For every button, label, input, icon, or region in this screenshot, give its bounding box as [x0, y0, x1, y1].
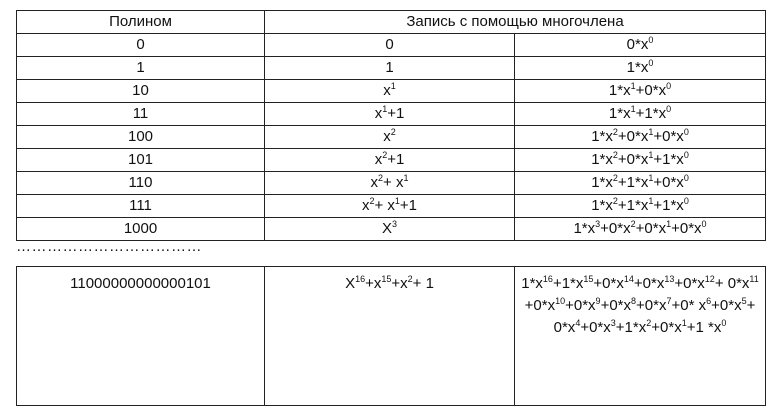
table-row — [17, 34, 766, 57]
binary-cell: 110 — [17, 172, 265, 195]
binary-cell: 1000 — [17, 218, 265, 241]
table-row — [17, 172, 766, 195]
example-table — [16, 266, 766, 406]
table-row — [17, 103, 766, 126]
binary-cell: 1 — [17, 57, 265, 80]
polynomial-table — [16, 10, 766, 241]
table-row — [17, 195, 766, 218]
expanded-polynomial-cell: $0*x^0$ — [515, 34, 766, 57]
binary-cell: 11000000000000101 — [17, 267, 265, 406]
expanded-polynomial-cell: $1*x^{16}+1*x^{15}+0*x^{14}+0*x^{13}+0*x^{12}+ 0*x^{11}+0*x^{10}+0*x^9+0*x^8+0*x^7+0*$ $x^6+0*x^5+0*x^4+0*x^3+1*x^2+0*x^1+1$ $*x^0$ — [515, 267, 766, 406]
polynomial-cell: $x^1$ — [265, 80, 515, 103]
binary-cell: 111 — [17, 195, 265, 218]
polynomial-cell: $x^2+1$ — [265, 149, 515, 172]
polynomial-cell: 1 — [265, 57, 515, 80]
polynomial-cell: $x^1+1$ — [265, 103, 515, 126]
expanded-polynomial-cell: $1*x^1+1*x^0$ — [515, 103, 766, 126]
binary-cell: 11 — [17, 103, 265, 126]
table-row — [17, 149, 766, 172]
expanded-polynomial-cell: $1*x^2+0*x^1+1*x^0$ — [515, 149, 766, 172]
expanded-polynomial-cell: $1*x^2+1*x^1+0*x^0$ — [515, 172, 766, 195]
table-row — [17, 80, 766, 103]
header-polynomial: Полином — [17, 11, 265, 34]
polynomial-cell: $x^2+ x^1+1$ — [265, 195, 515, 218]
expanded-polynomial-cell: $1*x^3+0*x^2+0*x^1+0*x^0$ — [515, 218, 766, 241]
header-representation: Запись с помощью многочлена — [265, 11, 766, 34]
expanded-polynomial-cell: $1*x^1+0*x^0$ — [515, 80, 766, 103]
table-header-row — [17, 11, 766, 34]
polynomial-cell: 0 — [265, 34, 515, 57]
table-row — [17, 267, 766, 406]
binary-cell: 0 — [17, 34, 265, 57]
polynomial-cell: $X^3$ — [265, 218, 515, 241]
expanded-polynomial-cell: $1*x^0$ — [515, 57, 766, 80]
polynomial-cell: $X^{16}+x^{15}+x^2+ 1$ — [265, 267, 515, 406]
table-row — [17, 57, 766, 80]
binary-cell: 100 — [17, 126, 265, 149]
polynomial-cell: $x^2$ — [265, 126, 515, 149]
expanded-polynomial-cell: $1*x^2+1*x^1+1*x^0$ — [515, 195, 766, 218]
expanded-polynomial-cell: $1*x^2+0*x^1+0*x^0$ — [515, 126, 766, 149]
polynomial-cell: $x^2+ x^1$ — [265, 172, 515, 195]
table-row — [17, 126, 766, 149]
ellipsis-separator: ……………………………… — [16, 238, 202, 255]
binary-cell: 10 — [17, 80, 265, 103]
binary-cell: 101 — [17, 149, 265, 172]
